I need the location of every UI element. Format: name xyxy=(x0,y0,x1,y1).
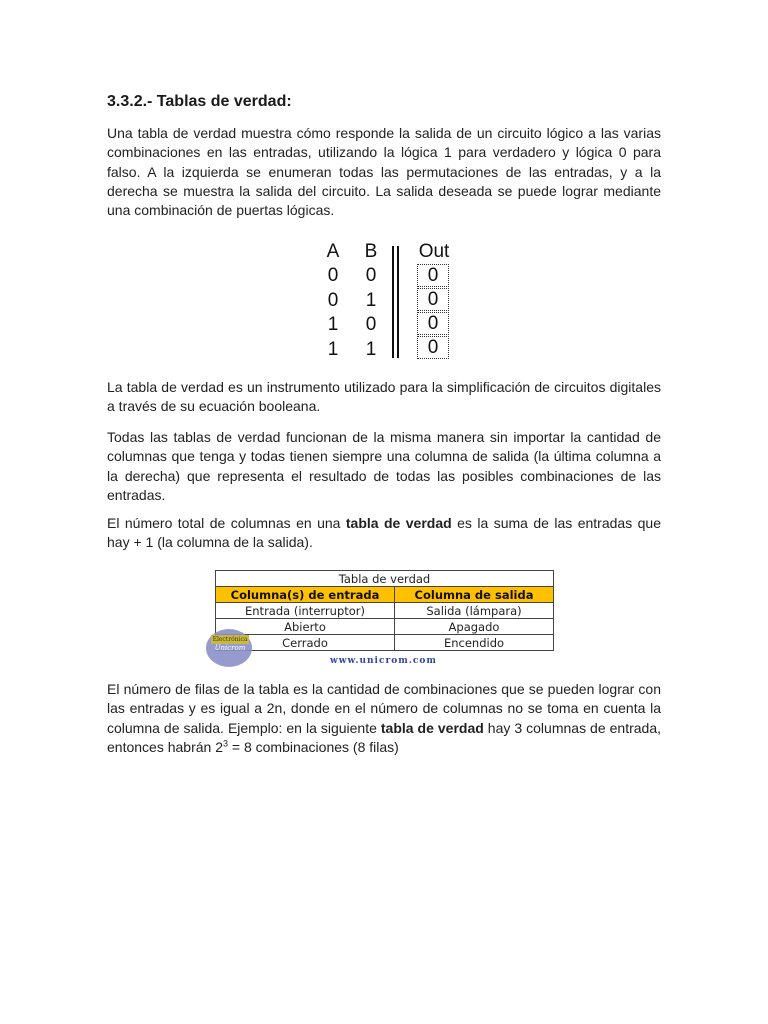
p4-bold-term: tabla de verdad xyxy=(345,515,452,531)
p5-text-1: El número de filas de la tabla es la cantidad de combinaciones que se pueden lograr con las entradas y es igual a 2n, donde en el número de columnas no se toma en cuenta la columna de salida. Ejemplo: en la siguiente xyxy=(107,681,661,736)
divider-line-1 xyxy=(392,246,394,358)
paragraph-intro: Una tabla de verdad muestra cómo responde la salida de un circuito lógico a las varias combinaciones en las entradas, utilizando la lógica 1 para verdadero y lógica 0 para falso. A la izquierda se enumeran todas las permutaciones de las entradas, y a la derecha se muestra la salida del circuito. La salida deseada se puede lograr mediante una combinación de puertas lógicas. xyxy=(107,125,661,219)
row4-b: 1 xyxy=(365,339,377,360)
output-column-header: Columna de salida xyxy=(395,587,554,603)
watermark-url: www.unicrom.com xyxy=(330,656,437,666)
row1-b: 0 xyxy=(365,265,377,286)
p5-text-3: = 8 combinaciones (8 filas) xyxy=(228,738,399,755)
row3-out: 0 xyxy=(417,312,449,335)
input-column-header: Columna(s) de entrada xyxy=(216,587,395,603)
header-b: B xyxy=(364,241,378,262)
row3-a: 1 xyxy=(327,314,339,335)
row2-a: 0 xyxy=(327,290,339,311)
divider-line-2 xyxy=(397,246,399,358)
paragraph-rows xyxy=(107,680,661,757)
table-cell: Encendido xyxy=(395,635,554,651)
p4-text-before: El número total de columnas en una xyxy=(107,515,346,531)
table-cell: Abierto xyxy=(216,619,395,635)
row2-b: 1 xyxy=(365,290,377,311)
logo-line-1: Electrónica xyxy=(212,636,248,643)
row1-a: 0 xyxy=(327,265,339,286)
paragraph-total-columns xyxy=(107,514,661,553)
paragraph-columns: Todas las tablas de verdad funcionan de la misma manera sin importar la cantidad de columnas que tenga y todas tienen siempre una columna de salida (la última columna a la derecha) que representa el resultado de todas las posibles combinaciones de las entradas. xyxy=(107,429,661,503)
table-cell: Apagado xyxy=(395,619,554,635)
row1-out: 0 xyxy=(417,264,449,287)
p5-superscript: 3 xyxy=(222,738,228,749)
truth-table-figure xyxy=(318,240,458,362)
unicrom-logo-text xyxy=(211,635,249,653)
p4-text-after: es la suma de las entradas que hay + 1 (la columna de la salida). xyxy=(107,515,661,551)
row3-b: 0 xyxy=(365,314,377,335)
table-cell: Salida (lámpara) xyxy=(395,603,554,619)
section-heading: 3.3.2.- Tablas de verdad: xyxy=(107,93,292,110)
truth-table-example-image xyxy=(212,570,555,672)
logo-line-2: Unicrom xyxy=(214,644,246,652)
table-cell: Cerrado xyxy=(216,635,395,651)
header-out: Out xyxy=(418,241,450,262)
p5-text-2: hay 3 columnas de entrada, entonces habrán 2 xyxy=(107,719,661,755)
row2-out: 0 xyxy=(417,288,449,311)
example-table xyxy=(215,570,554,651)
paragraph-instrument: La tabla de verdad es un instrumento utilizado para la simplificación de circuitos digitales a través de su ecuación booleana. xyxy=(107,379,661,415)
p5-bold-term: tabla de verdad xyxy=(380,719,484,736)
row4-out: 0 xyxy=(417,336,449,359)
table-cell: Entrada (interruptor) xyxy=(216,603,395,619)
row4-a: 1 xyxy=(327,339,339,360)
header-a: A xyxy=(326,241,340,262)
example-table-title: Tabla de verdad xyxy=(216,571,554,587)
